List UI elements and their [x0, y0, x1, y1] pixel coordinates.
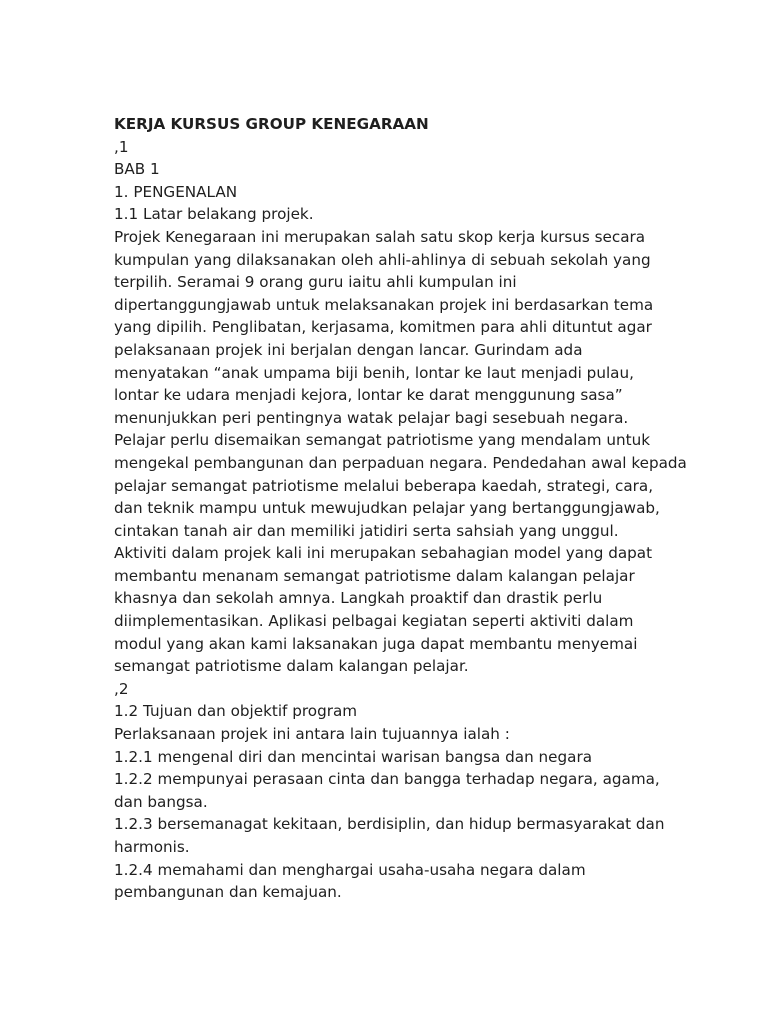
text-line: 1.2.2 mempunyai perasaan cinta dan bangga terhadap negara, agama, — [114, 770, 660, 789]
text-line: dipertanggungjawab untuk melaksanakan projek ini berdasarkan tema — [114, 295, 654, 314]
text-line: 1.2.3 bersemanagat kekitaan, berdisiplin, dan hidup bermasyarakat dan — [114, 815, 665, 834]
text-line: modul yang akan kami laksanakan juga dapat membantu menyemai — [114, 634, 638, 653]
text-line: BAB 1 — [114, 160, 160, 179]
text-line: mengekal pembangunan dan perpaduan negara. Pendedahan awal kepada — [114, 453, 687, 472]
text-line: dan bangsa. — [114, 792, 208, 811]
text-line: cintakan tanah air dan memiliki jatidiri serta sahsiah yang unggul. — [114, 521, 619, 540]
text-line: 1.2 Tujuan dan objektif program — [114, 702, 358, 721]
text-line: 1.1 Latar belakang projek. — [114, 205, 314, 224]
text-line: 1.2.4 memahami dan menghargai usaha-usaha negara dalam — [114, 860, 586, 879]
text-line: dan teknik mampu untuk mewujudkan pelajar yang bertanggungjawab, — [114, 499, 660, 518]
text-line: pembangunan dan kemajuan. — [114, 883, 342, 902]
text-line: menyatakan “anak umpama biji benih, lontar ke laut menjadi pulau, — [114, 363, 634, 382]
text-line: pelaksanaan projek ini berjalan dengan lancar. Gurindam ada — [114, 340, 583, 359]
document-title: KERJA KURSUS GROUP KENEGARAAN — [114, 115, 429, 133]
text-line: lontar ke udara menjadi kejora, lontar ke darat menggunung sasa” — [114, 386, 623, 405]
text-line: membantu menanam semangat patriotisme dalam kalangan pelajar — [114, 566, 635, 585]
text-line: 1. PENGENALAN — [114, 182, 238, 201]
text-line: diimplementasikan. Aplikasi pelbagai kegiatan seperti aktiviti dalam — [114, 612, 634, 631]
text-line: yang dipilih. Penglibatan, kerjasama, komitmen para ahli dituntut agar — [114, 318, 652, 337]
document-page — [114, 113, 687, 904]
text-line: kumpulan yang dilaksanakan oleh ahli-ahlinya di sebuah sekolah yang — [114, 250, 651, 269]
text-line: harmonis. — [114, 838, 190, 856]
text-line: Pelajar perlu disemaikan semangat patriotisme yang mendalam untuk — [114, 431, 651, 450]
text-line: khasnya dan sekolah amnya. Langkah proaktif dan drastik perlu — [114, 589, 603, 608]
text-line: ,2 — [114, 679, 129, 698]
text-line: 1.2.1 mengenal diri dan mencintai warisan bangsa dan negara — [114, 747, 593, 766]
text-line: Perlaksanaan projek ini antara lain tujuannya ialah : — [114, 725, 510, 744]
document-body — [114, 136, 687, 904]
text-line: semangat patriotisme dalam kalangan pelajar. — [114, 657, 469, 676]
text-line: Aktiviti dalam projek kali ini merupakan sebahagian model yang dapat — [114, 544, 653, 563]
text-line: terpilih. Seramai 9 orang guru iaitu ahli kumpulan ini — [114, 273, 517, 292]
text-line: Projek Kenegaraan ini merupakan salah satu skop kerja kursus secara — [114, 227, 646, 246]
text-line: pelajar semangat patriotisme melalui beberapa kaedah, strategi, cara, — [114, 476, 654, 495]
text-line: menunjukkan peri pentingnya watak pelajar bagi sesebuah negara. — [114, 408, 629, 427]
text-line: ,1 — [114, 137, 129, 156]
